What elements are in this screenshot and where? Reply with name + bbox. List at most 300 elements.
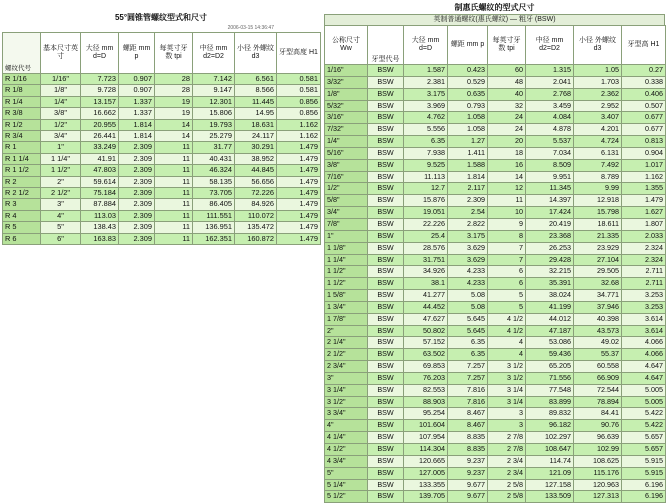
table-cell: R 2	[3, 176, 41, 187]
table-cell: 0.813	[622, 136, 666, 148]
table-cell: 1 1/4"	[41, 153, 81, 164]
table-row	[325, 195, 666, 207]
table-row	[3, 199, 321, 210]
table-cell: 28	[155, 85, 193, 96]
table-cell: 16.662	[81, 108, 119, 119]
table-cell: 108.625	[574, 455, 622, 467]
table-cell: 133.509	[526, 491, 574, 503]
table-cell: 9.237	[448, 467, 488, 479]
table-cell: R 4	[3, 210, 41, 221]
table-cell: 2 3/4"	[325, 361, 368, 373]
table-cell: 2.711	[622, 278, 666, 290]
table-cell: 2.309	[119, 153, 155, 164]
table-cell: 47.187	[526, 325, 574, 337]
table-cell: 7	[488, 254, 526, 266]
table-cell: BSW	[368, 207, 404, 219]
table-cell: 59.436	[526, 349, 574, 361]
col-header: 基本尺寸英寸	[41, 33, 81, 74]
table-cell: 25.279	[193, 131, 235, 142]
table-row	[325, 88, 666, 100]
table-row	[3, 96, 321, 107]
table-cell: 127.313	[574, 491, 622, 503]
table-cell: 78.894	[574, 396, 622, 408]
table-cell: BSW	[368, 372, 404, 384]
table-cell: BSW	[368, 218, 404, 230]
table-cell: 65.205	[526, 361, 574, 373]
table-cell: 1.479	[277, 142, 321, 153]
table-cell: 2 7/8	[488, 444, 526, 456]
table-cell: 32.215	[526, 266, 574, 278]
table-cell: 3"	[41, 199, 81, 210]
table-cell: 2 3/4	[488, 467, 526, 479]
table-cell: 3 1/4	[488, 384, 526, 396]
table-cell: 1/16"	[325, 65, 368, 77]
table-cell: 3 3/4"	[325, 408, 368, 420]
table-cell: 5.08	[448, 301, 488, 313]
table-cell: 9.237	[448, 455, 488, 467]
col-header: 每英寸牙数 tpi	[488, 26, 526, 65]
table-cell: BSW	[368, 290, 404, 302]
table-cell: 2.117	[448, 183, 488, 195]
table-cell: 72.544	[574, 384, 622, 396]
table-row	[325, 136, 666, 148]
table-cell: 11.113	[404, 171, 448, 183]
table-row	[325, 218, 666, 230]
col-header: 螺距 mm p	[448, 26, 488, 65]
table-cell: 46.324	[193, 165, 235, 176]
table-cell: BSW	[368, 325, 404, 337]
table-cell: R 1/8	[3, 85, 41, 96]
table-cell: 139.705	[404, 491, 448, 503]
table-cell: 5"	[41, 222, 81, 233]
table-cell: 5.08	[448, 290, 488, 302]
table-cell: 2.54	[448, 207, 488, 219]
table-cell: 4.233	[448, 278, 488, 290]
table-cell: 86.405	[193, 199, 235, 210]
table-cell: 0.529	[448, 76, 488, 88]
table-cell: 127.158	[526, 479, 574, 491]
table-cell: 4 1/4"	[325, 432, 368, 444]
table-cell: 1 1/2"	[325, 266, 368, 278]
table-cell: 5/8"	[325, 195, 368, 207]
table-cell: 110.072	[235, 210, 277, 221]
table-row	[325, 432, 666, 444]
table-cell: 4.201	[574, 124, 622, 136]
bsw-thread-table-body	[325, 65, 666, 503]
col-header: 每英寸牙数 tpi	[155, 33, 193, 74]
table-cell: 4.724	[574, 136, 622, 148]
col-header: 中径 mm d2=D2	[526, 26, 574, 65]
table-cell: 2.309	[119, 210, 155, 221]
table-cell: 162.351	[193, 233, 235, 244]
table-cell: 66.909	[574, 372, 622, 384]
table-cell: 6.35	[448, 337, 488, 349]
table-row	[3, 233, 321, 244]
table-cell: 1.814	[119, 131, 155, 142]
table-row	[325, 361, 666, 373]
table-cell: 2 1/2"	[325, 349, 368, 361]
table-row	[325, 479, 666, 491]
table-cell: BSW	[368, 195, 404, 207]
col-header: 大径 mm d=D	[81, 33, 119, 74]
table-header-row	[325, 26, 666, 65]
table-cell: 7.492	[574, 159, 622, 171]
table-cell: 1/8"	[41, 85, 81, 96]
table-cell: 4"	[41, 210, 81, 221]
table-cell: 47.627	[404, 313, 448, 325]
table-cell: 8.835	[448, 432, 488, 444]
table-cell: 5.422	[622, 420, 666, 432]
table-cell: 3/4"	[325, 207, 368, 219]
table-cell: 19	[155, 108, 193, 119]
table-cell: 6"	[41, 233, 81, 244]
table-cell: 1.27	[448, 136, 488, 148]
table-cell: BSW	[368, 147, 404, 159]
table-cell: 72.226	[235, 188, 277, 199]
table-cell: BSW	[368, 420, 404, 432]
table-cell: 7.257	[448, 361, 488, 373]
table-cell: 0.677	[622, 124, 666, 136]
table-cell: 26.441	[81, 131, 119, 142]
table-cell: 3"	[325, 372, 368, 384]
table-row	[325, 254, 666, 266]
table-cell: 1/4"	[325, 136, 368, 148]
table-row	[325, 408, 666, 420]
table-cell: 87.884	[81, 199, 119, 210]
table-cell: 1.479	[277, 153, 321, 164]
table-cell: 5	[488, 290, 526, 302]
table-cell: BSW	[368, 455, 404, 467]
table-cell: 41.91	[81, 153, 119, 164]
col-header: 小径 外螺纹 d3	[235, 33, 277, 74]
table-row	[325, 242, 666, 254]
table-cell: 160.872	[235, 233, 277, 244]
table-row	[325, 183, 666, 195]
table-cell: 1.814	[448, 171, 488, 183]
table-row	[325, 337, 666, 349]
table-cell: 96.639	[574, 432, 622, 444]
table-cell: 22.226	[404, 218, 448, 230]
table-cell: 11	[155, 165, 193, 176]
table-cell: 41.277	[404, 290, 448, 302]
table-row	[325, 420, 666, 432]
table-cell: R 1	[3, 142, 41, 153]
table-cell: 19.793	[193, 119, 235, 130]
table-cell: 8.835	[448, 444, 488, 456]
table-cell: BSW	[368, 396, 404, 408]
table-cell: 2 5/8	[488, 479, 526, 491]
table-cell: 4.762	[404, 112, 448, 124]
table-cell: 3 1/4"	[325, 384, 368, 396]
table-cell: 1.479	[622, 195, 666, 207]
table-cell: 3.969	[404, 100, 448, 112]
table-cell: 12.7	[404, 183, 448, 195]
table-cell: 5.422	[622, 408, 666, 420]
table-cell: R 2 1/2	[3, 188, 41, 199]
table-cell: 32	[488, 100, 526, 112]
table-cell: 30.291	[235, 142, 277, 153]
table-cell: 3.614	[622, 325, 666, 337]
table-cell: 57.152	[404, 337, 448, 349]
col-header: 牙型高 H1	[622, 26, 666, 65]
table-cell: R 1/4	[3, 96, 41, 107]
table-cell: 3 1/2	[488, 372, 526, 384]
table-cell: 7/16"	[325, 171, 368, 183]
table-cell: 76.203	[404, 372, 448, 384]
table-cell: 2"	[325, 325, 368, 337]
table-cell: 0.907	[119, 74, 155, 85]
table-cell: 17.424	[526, 207, 574, 219]
table-cell: 11	[155, 233, 193, 244]
table-cell: 38.952	[235, 153, 277, 164]
table-cell: 1 7/8"	[325, 313, 368, 325]
table-row	[325, 384, 666, 396]
table-cell: 5/32"	[325, 100, 368, 112]
table-cell: 18.611	[574, 218, 622, 230]
table-cell: 7.257	[448, 372, 488, 384]
table-cell: 1.315	[526, 65, 574, 77]
table-cell: 44.452	[404, 301, 448, 313]
table-cell: 3/32"	[325, 76, 368, 88]
table-cell: 0.581	[277, 74, 321, 85]
table-cell: 5.537	[526, 136, 574, 148]
table-cell: 2.309	[119, 142, 155, 153]
table-cell: 19.051	[404, 207, 448, 219]
table-cell: 5.657	[622, 432, 666, 444]
table-cell: 24	[488, 112, 526, 124]
table-cell: 40	[488, 88, 526, 100]
table-row	[325, 455, 666, 467]
table-cell: R 1 1/4	[3, 153, 41, 164]
table-cell: 1.479	[277, 165, 321, 176]
table-cell: 11.445	[235, 96, 277, 107]
table-cell: 2.309	[119, 222, 155, 233]
table-cell: 60	[488, 65, 526, 77]
table-cell: BSW	[368, 88, 404, 100]
table-cell: 1 1/2"	[41, 165, 81, 176]
table-cell: 34.771	[574, 290, 622, 302]
table-cell: BSW	[368, 349, 404, 361]
table-cell: 6.35	[404, 136, 448, 148]
table-cell: R 3/8	[3, 108, 41, 119]
table-row	[325, 207, 666, 219]
table-cell: 34.926	[404, 266, 448, 278]
table-cell: 1.337	[119, 96, 155, 107]
r-thread-table-title: 55°圆锥管螺纹型式和尺寸	[114, 13, 208, 22]
table-cell: 77.548	[526, 384, 574, 396]
table-cell: 4	[488, 337, 526, 349]
table-cell: 0.856	[277, 96, 321, 107]
table-cell: 38.024	[526, 290, 574, 302]
table-cell: 3/16"	[325, 112, 368, 124]
table-cell: 113.03	[81, 210, 119, 221]
table-cell: 1.162	[277, 119, 321, 130]
table-cell: 8.789	[574, 171, 622, 183]
table-cell: 9	[488, 218, 526, 230]
table-cell: BSW	[368, 136, 404, 148]
table-cell: 11	[155, 142, 193, 153]
table-cell: 163.83	[81, 233, 119, 244]
table-cell: 9.951	[526, 171, 574, 183]
table-cell: 4 1/2"	[325, 444, 368, 456]
table-cell: 111.551	[193, 210, 235, 221]
table-cell: 107.954	[404, 432, 448, 444]
table-cell: 3.253	[622, 290, 666, 302]
table-cell: 14	[488, 171, 526, 183]
table-cell: 7	[488, 242, 526, 254]
table-cell: 5.657	[622, 444, 666, 456]
table-cell: 3	[488, 408, 526, 420]
table-cell: 4"	[325, 420, 368, 432]
table-row	[325, 372, 666, 384]
table-cell: 4 1/2	[488, 325, 526, 337]
table-cell: BSW	[368, 230, 404, 242]
table-cell: 1 1/4"	[325, 254, 368, 266]
bsw-thread-table-panel	[324, 2, 665, 503]
table-cell: BSW	[368, 124, 404, 136]
table-cell: 9.728	[81, 85, 119, 96]
table-row	[325, 266, 666, 278]
table-row	[325, 491, 666, 503]
table-cell: 4.084	[526, 112, 574, 124]
table-cell: 102.99	[574, 444, 622, 456]
table-cell: 1.017	[622, 159, 666, 171]
table-cell: 69.853	[404, 361, 448, 373]
table-row	[3, 176, 321, 187]
table-cell: BSW	[368, 278, 404, 290]
table-row	[3, 119, 321, 130]
table-cell: 0.856	[277, 108, 321, 119]
table-cell: 0.406	[622, 88, 666, 100]
table-cell: 7/32"	[325, 124, 368, 136]
table-cell: 59.614	[81, 176, 119, 187]
table-cell: 2.381	[404, 76, 448, 88]
table-cell: 4 1/2	[488, 313, 526, 325]
table-cell: 3.175	[404, 88, 448, 100]
bsw-thread-table-subtitle: 英制普通螺纹(惠氏螺纹) — 粗牙 (BSW)	[324, 14, 665, 25]
table-row	[325, 65, 666, 77]
table-cell: R 6	[3, 233, 41, 244]
table-cell: 84.926	[235, 199, 277, 210]
table-cell: 6	[488, 266, 526, 278]
table-cell: BSW	[368, 159, 404, 171]
table-cell: 0.907	[119, 85, 155, 96]
table-row	[3, 142, 321, 153]
table-cell: 15.806	[193, 108, 235, 119]
table-cell: 2.309	[119, 165, 155, 176]
table-cell: 73.705	[193, 188, 235, 199]
table-cell: 7.723	[81, 74, 119, 85]
table-cell: 1.479	[277, 222, 321, 233]
table-row	[3, 108, 321, 119]
table-row	[325, 290, 666, 302]
table-cell: 1.058	[448, 124, 488, 136]
table-cell: 35.391	[526, 278, 574, 290]
table-cell: 53.086	[526, 337, 574, 349]
table-row	[325, 171, 666, 183]
table-cell: 1.058	[448, 112, 488, 124]
table-cell: 1.479	[277, 210, 321, 221]
table-cell: 26.253	[526, 242, 574, 254]
table-cell: 8.509	[526, 159, 574, 171]
table-cell: 2"	[41, 176, 81, 187]
table-row	[325, 349, 666, 361]
table-cell: 3.175	[448, 230, 488, 242]
table-cell: 28	[155, 74, 193, 85]
table-cell: 1 5/8"	[325, 290, 368, 302]
table-cell: 11	[155, 188, 193, 199]
table-row	[3, 74, 321, 85]
table-cell: 1/4"	[41, 96, 81, 107]
table-cell: BSW	[368, 313, 404, 325]
table-cell: 1.814	[119, 119, 155, 130]
table-cell: 1.411	[448, 147, 488, 159]
table-cell: 83.899	[526, 396, 574, 408]
bsw-thread-table	[324, 25, 666, 503]
table-cell: 3/4"	[41, 131, 81, 142]
table-cell: 1.479	[277, 188, 321, 199]
table-cell: 2 7/8	[488, 432, 526, 444]
table-row	[325, 444, 666, 456]
table-cell: 0.507	[622, 100, 666, 112]
table-cell: 11	[155, 153, 193, 164]
table-cell: 5.645	[448, 325, 488, 337]
table-cell: R 5	[3, 222, 41, 233]
table-cell: 1.162	[622, 171, 666, 183]
table-cell: 7.938	[404, 147, 448, 159]
table-cell: BSW	[368, 254, 404, 266]
table-cell: BSW	[368, 100, 404, 112]
table-cell: 114.304	[404, 444, 448, 456]
table-row	[3, 165, 321, 176]
table-cell: 0.338	[622, 76, 666, 88]
table-cell: 11	[155, 210, 193, 221]
table-cell: 4.647	[622, 372, 666, 384]
table-row	[325, 396, 666, 408]
table-row	[325, 124, 666, 136]
table-cell: 90.76	[574, 420, 622, 432]
table-cell: 96.182	[526, 420, 574, 432]
table-cell: 2.309	[119, 176, 155, 187]
table-cell: 29.505	[574, 266, 622, 278]
table-cell: 11	[155, 176, 193, 187]
table-cell: 14	[155, 119, 193, 130]
table-cell: 48	[488, 76, 526, 88]
table-cell: BSW	[368, 491, 404, 503]
table-cell: 2.324	[622, 254, 666, 266]
table-cell: 11.345	[526, 183, 574, 195]
table-cell: 2.324	[622, 242, 666, 254]
table-cell: 1.337	[119, 108, 155, 119]
table-cell: 32.68	[574, 278, 622, 290]
table-cell: 40.398	[574, 313, 622, 325]
table-cell: R 1 1/2	[3, 165, 41, 176]
table-cell: 27.104	[574, 254, 622, 266]
table-cell: 3.614	[622, 313, 666, 325]
table-cell: 2 1/2"	[41, 188, 81, 199]
table-cell: 2.033	[622, 230, 666, 242]
table-cell: 2.309	[448, 195, 488, 207]
table-cell: 1.703	[574, 76, 622, 88]
table-cell: 25.4	[404, 230, 448, 242]
table-cell: 89.832	[526, 408, 574, 420]
table-cell: 0.793	[448, 100, 488, 112]
table-cell: 2.362	[574, 88, 622, 100]
table-cell: 4.066	[622, 349, 666, 361]
col-header: 小径 外螺纹 d3	[574, 26, 622, 65]
table-cell: 8	[488, 230, 526, 242]
table-cell: 4.878	[526, 124, 574, 136]
